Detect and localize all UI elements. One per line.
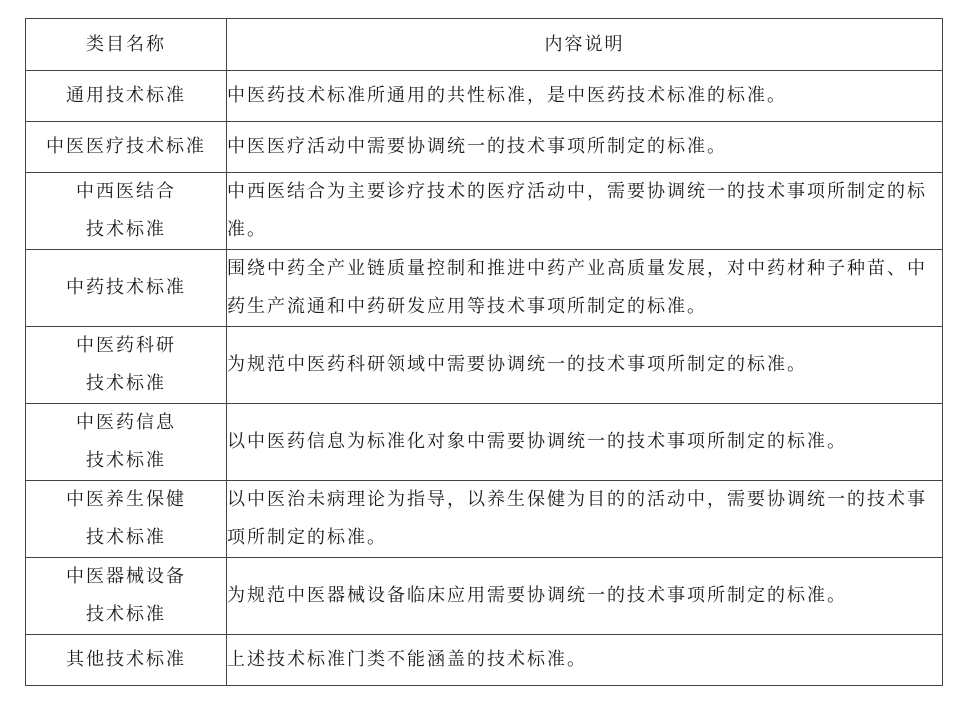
table-row bbox=[26, 558, 943, 635]
category-cell bbox=[26, 327, 227, 404]
category-name-line1: 中西医结合 bbox=[76, 181, 176, 202]
category-name-line1: 中医药信息 bbox=[76, 412, 176, 433]
standards-table bbox=[25, 18, 943, 686]
description-cell: 为规范中医器械设备临床应用需要协调统一的技术事项所制定的标准。 bbox=[227, 558, 943, 635]
description-cell: 以中医药信息为标准化对象中需要协调统一的技术事项所制定的标准。 bbox=[227, 404, 943, 481]
category-cell bbox=[26, 481, 227, 558]
description-cell: 中医药技术标准所通用的共性标准，是中医药技术标准的标准。 bbox=[227, 71, 943, 122]
category-cell bbox=[26, 404, 227, 481]
table-row bbox=[26, 250, 943, 327]
table-row bbox=[26, 173, 943, 250]
category-name: 中药技术标准 bbox=[66, 277, 186, 298]
category-cell bbox=[26, 250, 227, 327]
category-cell bbox=[26, 635, 227, 686]
category-name-line2: 技术标准 bbox=[86, 373, 166, 394]
description-cell: 中西医结合为主要诊疗技术的医疗活动中，需要协调统一的技术事项所制定的标准。 bbox=[227, 173, 943, 250]
category-name-line1: 中医器械设备 bbox=[66, 566, 186, 587]
table-row bbox=[26, 71, 943, 122]
description-cell: 中医医疗活动中需要协调统一的技术事项所制定的标准。 bbox=[227, 122, 943, 173]
category-name-line2: 技术标准 bbox=[86, 450, 166, 471]
category-name-line2: 技术标准 bbox=[86, 604, 166, 625]
description-cell: 为规范中医药科研领域中需要协调统一的技术事项所制定的标准。 bbox=[227, 327, 943, 404]
table-row bbox=[26, 481, 943, 558]
category-name-line2: 技术标准 bbox=[86, 527, 166, 548]
table-header-row bbox=[26, 19, 943, 71]
table-row bbox=[26, 635, 943, 686]
category-cell bbox=[26, 122, 227, 173]
category-name: 中医医疗技术标准 bbox=[46, 136, 206, 157]
header-category: 类目名称 bbox=[26, 19, 227, 71]
header-description: 内容说明 bbox=[227, 19, 943, 71]
category-name: 其他技术标准 bbox=[66, 649, 186, 670]
table-row bbox=[26, 327, 943, 404]
category-name-line2: 技术标准 bbox=[86, 219, 166, 240]
category-cell bbox=[26, 558, 227, 635]
category-name-line1: 中医药科研 bbox=[76, 335, 176, 356]
category-cell bbox=[26, 173, 227, 250]
table-row bbox=[26, 122, 943, 173]
table-row bbox=[26, 404, 943, 481]
category-cell bbox=[26, 71, 227, 122]
category-name-line1: 中医养生保健 bbox=[66, 489, 186, 510]
description-cell: 上述技术标准门类不能涵盖的技术标准。 bbox=[227, 635, 943, 686]
description-cell: 围绕中药全产业链质量控制和推进中药产业高质量发展，对中药材种子种苗、中药生产流通和中药研发应用等技术事项所制定的标准。 bbox=[227, 250, 943, 327]
description-cell: 以中医治未病理论为指导，以养生保健为目的的活动中，需要协调统一的技术事项所制定的标准。 bbox=[227, 481, 943, 558]
category-name: 通用技术标准 bbox=[66, 85, 186, 106]
